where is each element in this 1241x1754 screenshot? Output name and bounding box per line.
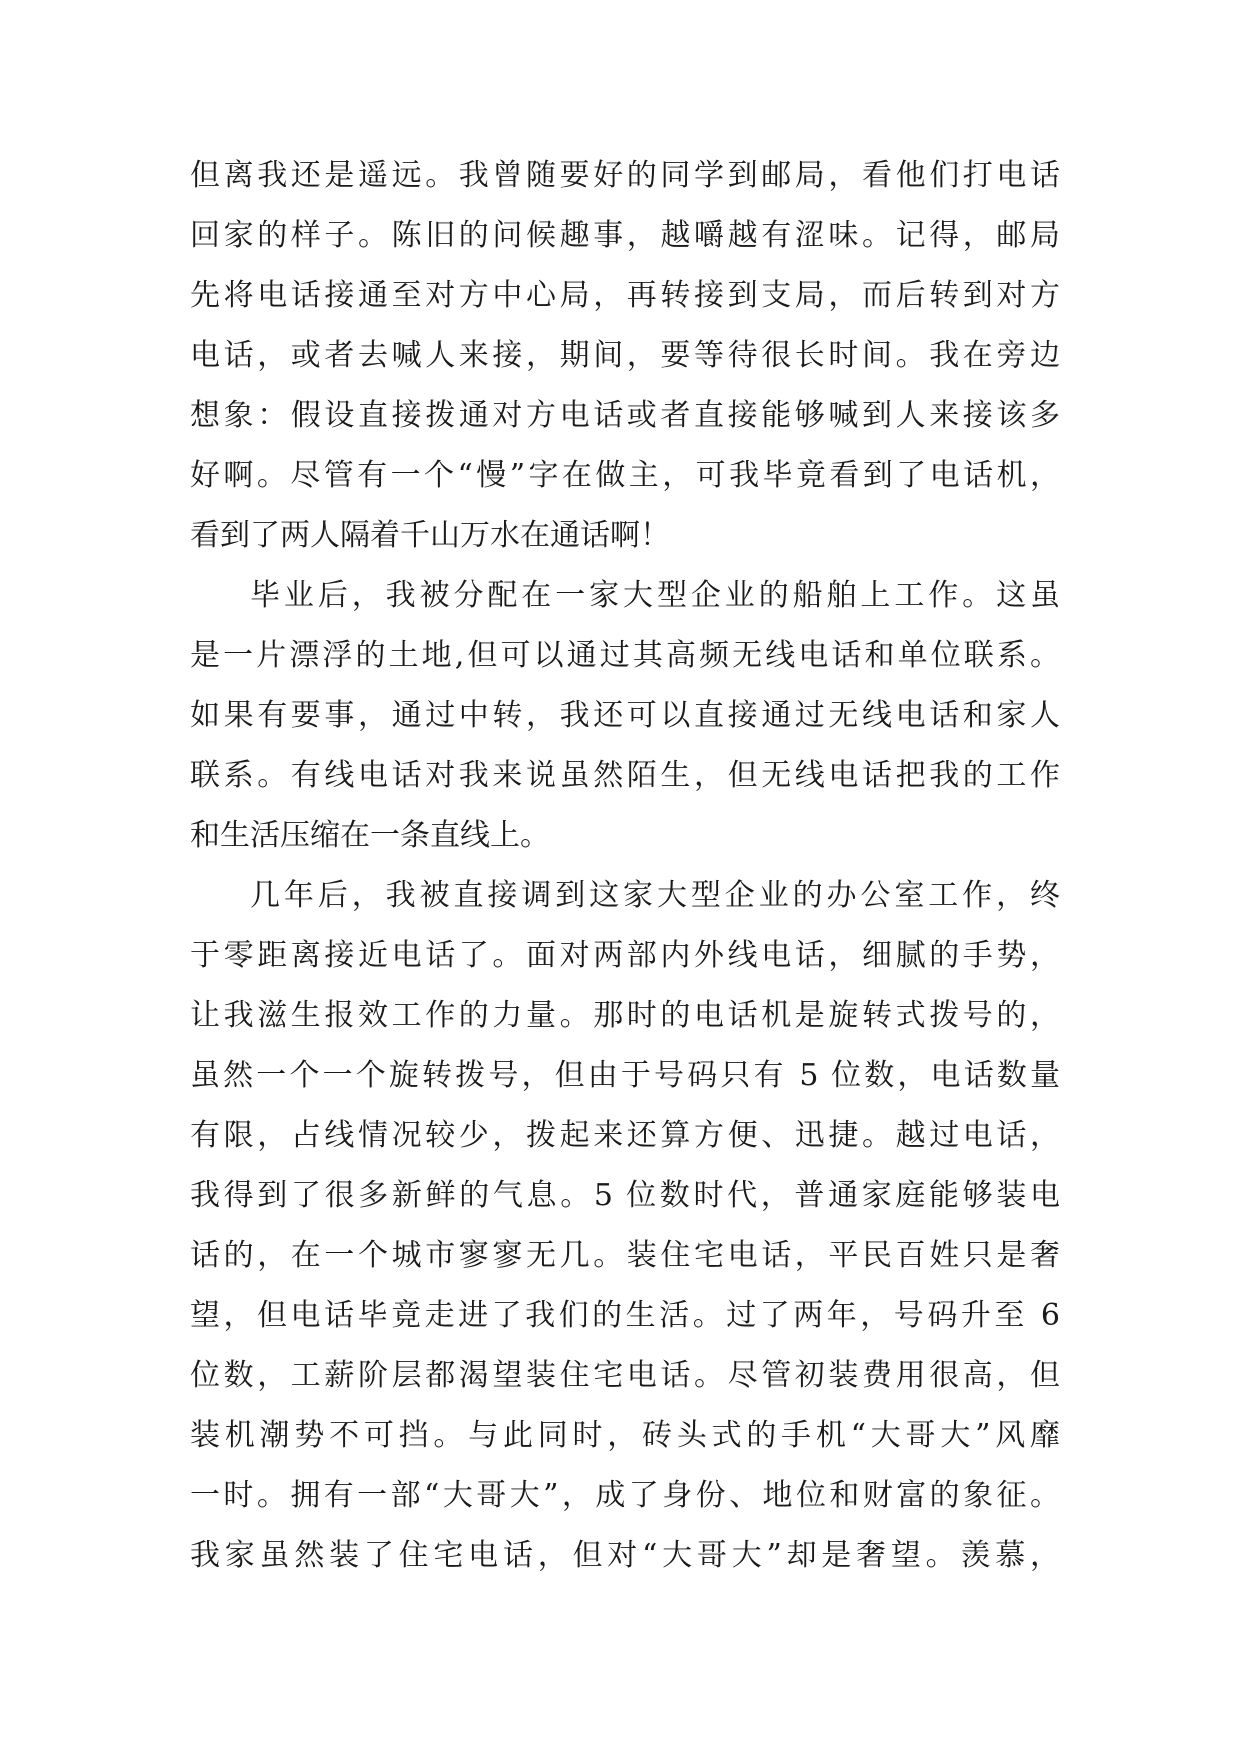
- text-line: 我家虽然装了住宅电话，但对“大哥大”却是奢望。羡慕，: [190, 1538, 1060, 1573]
- text-line: 位数，工薪阶层都渴望装住宅电话。尽管初装费用很高，但: [190, 1358, 1060, 1393]
- text-line: 让我滋生报效工作的力量。那时的电话机是旋转式拨号的，: [190, 998, 1060, 1033]
- text-line: 电话，或者去喊人来接，期间，要等待很长时间。我在旁边: [190, 338, 1060, 373]
- text-line: 有限，占线情况较少，拨起来还算方便、迅捷。越过电话，: [190, 1118, 1060, 1153]
- text-line: 想象：假设直接拨通对方电话或者直接能够喊到人来接该多: [190, 398, 1060, 433]
- text-line: 于零距离接近电话了。面对两部内外线电话，细腻的手势，: [190, 938, 1060, 973]
- text-line: 是一片漂浮的土地,但可以通过其高频无线电话和单位联系。: [190, 638, 1060, 673]
- text-line: 话的，在一个城市寥寥无几。装住宅电话，平民百姓只是奢: [190, 1238, 1060, 1273]
- text-line: 如果有要事，通过中转，我还可以直接通过无线电话和家人: [190, 698, 1060, 733]
- text-line: 我得到了很多新鲜的气息。5 位数时代，普通家庭能够装电: [190, 1178, 1060, 1213]
- text-line: 和生活压缩在一条直线上。: [190, 818, 550, 853]
- text-line: 看到了两人隔着千山万水在通话啊！: [190, 518, 670, 553]
- text-line: 装机潮势不可挡。与此同时，砖头式的手机“大哥大”风靡: [190, 1418, 1060, 1453]
- text-line: 虽然一个一个旋转拨号，但由于号码只有 5 位数，电话数量: [190, 1058, 1060, 1093]
- article-body: [190, 156, 1060, 1596]
- text-line: 先将电话接通至对方中心局，再转接到支局，而后转到对方: [190, 278, 1060, 313]
- text-line: 联系。有线电话对我来说虽然陌生，但无线电话把我的工作: [190, 758, 1060, 793]
- text-line: 但离我还是遥远。我曾随要好的同学到邮局，看他们打电话: [190, 158, 1060, 193]
- paragraph-first-line: 毕业后，我被分配在一家大型企业的船舶上工作。这虽: [250, 578, 1060, 613]
- text-line: 好啊。尽管有一个“慢”字在做主，可我毕竟看到了电话机，: [190, 458, 1060, 493]
- text-line: 望，但电话毕竟走进了我们的生活。过了两年，号码升至 6: [190, 1298, 1060, 1333]
- paragraph-first-line: 几年后，我被直接调到这家大型企业的办公室工作，终: [250, 878, 1060, 913]
- text-line: 回家的样子。陈旧的问候趣事，越嚼越有涩味。记得，邮局: [190, 218, 1060, 253]
- text-line: 一时。拥有一部“大哥大”，成了身份、地位和财富的象征。: [190, 1478, 1060, 1513]
